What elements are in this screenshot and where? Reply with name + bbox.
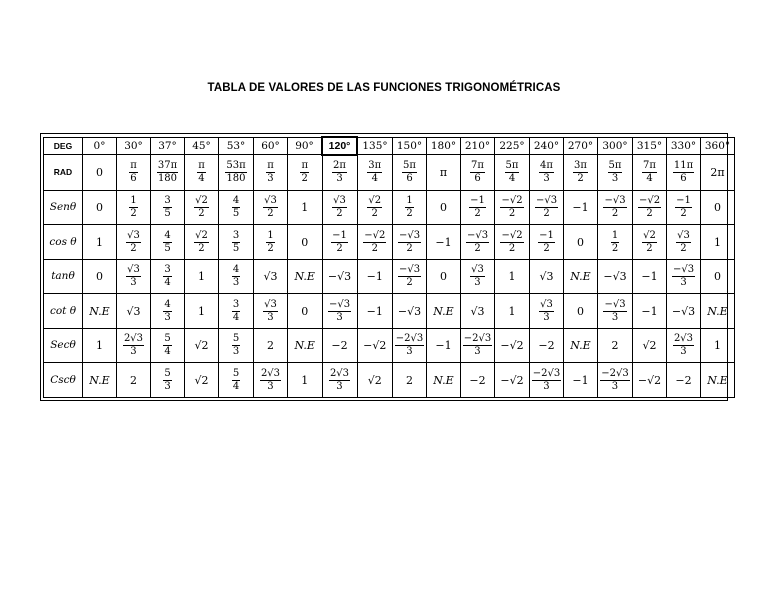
table-cell: 180° (427, 137, 461, 155)
table-cell: 210° (461, 137, 495, 155)
table-cell: 0 (288, 294, 323, 329)
table-cell (151, 155, 185, 190)
table-cell (357, 225, 393, 260)
table-body (44, 137, 735, 398)
table-cell (151, 225, 185, 260)
table-cell: 135° (357, 137, 393, 155)
table-row (44, 328, 735, 363)
table-cell: −2 (461, 363, 495, 398)
fraction: $\frac{-√3}{2}$ (535, 195, 558, 219)
table-cell (530, 190, 564, 225)
table-cell: 1 (288, 190, 323, 225)
row-label: Cscθ (44, 363, 83, 398)
table-cell (254, 190, 288, 225)
fraction: $\frac{5}{3}$ (232, 333, 240, 358)
table-cell: 360° (701, 137, 735, 155)
table-cell: 1 (185, 259, 219, 294)
table-cell: N.E (701, 294, 735, 329)
table-cell (598, 225, 633, 260)
table-cell: N.E (564, 328, 598, 363)
table-cell: √2 (633, 328, 667, 363)
table-cell (461, 328, 495, 363)
table-cell (633, 225, 667, 260)
fraction: $\frac{√2}{2}$ (368, 195, 382, 219)
table-cell: −√3 (667, 294, 701, 329)
fraction: $\frac{1}{2}$ (406, 195, 413, 219)
fraction: $\frac{√3}{2}$ (333, 195, 346, 219)
table-cell (219, 190, 254, 225)
table-cell (322, 155, 357, 190)
table-cell: N.E (83, 294, 117, 329)
table-cell: −1 (633, 294, 667, 329)
table-cell (495, 155, 530, 190)
table-cell: −1 (357, 259, 393, 294)
table-cell: −2 (530, 328, 564, 363)
table-cell (598, 190, 633, 225)
table-row (44, 190, 735, 225)
fraction: $\frac{1}{2}$ (611, 229, 619, 254)
table-cell: 0° (83, 137, 117, 155)
table-cell (393, 259, 427, 294)
table-cell: 60° (254, 137, 288, 155)
table-cell (117, 259, 151, 294)
fraction: $\frac{√3}{2}$ (127, 229, 140, 254)
table-cell: 270° (564, 137, 598, 155)
table-cell: 1 (83, 328, 117, 363)
table-cell (185, 225, 219, 260)
fraction: $\frac{-2√3}{3}$ (601, 367, 629, 392)
table-cell (633, 190, 667, 225)
fraction: $\frac{4\pi}{3}$ (540, 160, 553, 185)
table-row (44, 294, 735, 329)
table-cell (530, 363, 564, 398)
table-cell: √3 (254, 259, 288, 294)
table-cell: 0 (427, 190, 461, 225)
table-cell (393, 155, 427, 190)
table-cell: 30° (117, 137, 151, 155)
fraction: $\frac{2√3}{3}$ (123, 333, 144, 358)
table-cell (667, 225, 701, 260)
table-cell (667, 328, 701, 363)
table-cell: √3 (530, 259, 564, 294)
fraction: $\frac{2\pi}{3}$ (333, 160, 346, 185)
table-cell: 0 (83, 190, 117, 225)
fraction: $\frac{1}{2}$ (130, 195, 137, 219)
table-cell: 90° (288, 137, 323, 155)
table-cell: 1 (495, 294, 530, 329)
fraction: $\frac{√3}{2}$ (264, 195, 277, 219)
fraction: $\frac{-1}{2}$ (470, 195, 485, 219)
table-cell (667, 190, 701, 225)
table-cell (598, 363, 633, 398)
table-cell (495, 225, 530, 260)
fraction: $\frac{-1}{2}$ (332, 229, 347, 254)
table-cell: 240° (530, 137, 564, 155)
table-cell (633, 155, 667, 190)
fraction: $\frac{4}{3}$ (164, 298, 171, 323)
row-label: DEG (44, 137, 83, 155)
table-cell: 0 (427, 259, 461, 294)
fraction: $\frac{-1}{2}$ (676, 195, 691, 219)
table-cell: 0 (701, 259, 735, 294)
table-cell: −1 (564, 363, 598, 398)
table-cell: −1 (427, 225, 461, 260)
table-cell (219, 155, 254, 190)
table-cell: 150° (393, 137, 427, 155)
table-cell: N.E (427, 294, 461, 329)
fraction: $\frac{-√3}{3}$ (328, 298, 351, 323)
table-cell (117, 328, 151, 363)
table-cell (530, 225, 564, 260)
fraction: $\frac{-√3}{2}$ (604, 195, 626, 219)
table-cell: −√3 (598, 259, 633, 294)
table-row (44, 155, 735, 190)
table-cell: 0 (701, 190, 735, 225)
table-cell: 0 (564, 294, 598, 329)
fraction: $\frac{√2}{2}$ (195, 229, 208, 254)
table-cell (357, 155, 393, 190)
trig-values-table (43, 136, 735, 398)
table-cell (598, 155, 633, 190)
fraction: $\frac{5\pi}{3}$ (608, 160, 622, 185)
table-cell: 2 (254, 328, 288, 363)
table-cell: 0 (564, 225, 598, 260)
table-cell (530, 294, 564, 329)
fraction: $\frac{-√3}{2}$ (398, 264, 421, 289)
fraction: $\frac{-√3}{2}$ (398, 229, 421, 254)
table-cell (219, 259, 254, 294)
fraction: $\frac{-√3}{3}$ (604, 298, 626, 323)
table-cell (219, 294, 254, 329)
table-cell (322, 294, 357, 329)
fraction: $\frac{2√3}{3}$ (260, 367, 281, 392)
fraction: $\frac{√3}{3}$ (264, 298, 277, 323)
table-cell: N.E (288, 328, 323, 363)
table-row (44, 259, 735, 294)
table-cell (461, 259, 495, 294)
fraction: $\frac{1}{2}$ (267, 229, 274, 254)
table-cell: 1 (495, 259, 530, 294)
table-cell (322, 225, 357, 260)
fraction: $\frac{4}{5}$ (164, 229, 171, 254)
fraction: $\frac{\pi}{2}$ (301, 160, 309, 185)
table-cell: −1 (564, 190, 598, 225)
fraction: $\frac{4}{5}$ (232, 195, 240, 219)
table-cell (151, 190, 185, 225)
table-cell (185, 155, 219, 190)
fraction: $\frac{-√2}{2}$ (364, 229, 386, 254)
table-row (44, 137, 735, 155)
table-cell: 300° (598, 137, 633, 155)
table-cell (495, 190, 530, 225)
table-cell (667, 155, 701, 190)
table-cell: 330° (667, 137, 701, 155)
table-row (44, 363, 735, 398)
fraction: $\frac{3}{4}$ (164, 264, 171, 289)
table-cell: −√3 (393, 294, 427, 329)
table-cell (530, 155, 564, 190)
table-cell: N.E (427, 363, 461, 398)
table-cell (393, 225, 427, 260)
fraction: $\frac{\pi}{6}$ (130, 160, 137, 185)
table-cell (185, 190, 219, 225)
fraction: $\frac{7\pi}{4}$ (643, 160, 656, 185)
table-cell: 37° (151, 137, 185, 155)
table-cell: 0 (83, 155, 117, 190)
table-cell (461, 155, 495, 190)
row-label: cos θ (44, 225, 83, 260)
table-row (44, 225, 735, 260)
table-cell (151, 259, 185, 294)
fraction: $\frac{3}{5}$ (232, 229, 240, 254)
table-cell (357, 190, 393, 225)
table-cell: −2 (667, 363, 701, 398)
fraction: $\frac{√2}{2}$ (195, 195, 208, 219)
table-cell (322, 190, 357, 225)
fraction: $\frac{4}{3}$ (232, 264, 240, 289)
table-cell: 1 (288, 363, 323, 398)
fraction: $\frac{-√2}{2}$ (501, 229, 523, 254)
table-cell: 2 (393, 363, 427, 398)
table-cell: 2π (701, 155, 735, 190)
table-cell (117, 190, 151, 225)
fraction: $\frac{37\pi}{180}$ (157, 160, 178, 185)
table-cell (151, 363, 185, 398)
fraction: $\frac{-√3}{3}$ (672, 264, 695, 289)
table-cell: 225° (495, 137, 530, 155)
table-cell: 1 (83, 225, 117, 260)
table-cell (117, 155, 151, 190)
row-label: Senθ (44, 190, 83, 225)
table-cell (219, 328, 254, 363)
table-cell (254, 363, 288, 398)
fraction: $\frac{5\pi}{4}$ (505, 160, 519, 185)
row-label: RAD (44, 155, 83, 190)
fraction: $\frac{-√3}{2}$ (466, 229, 489, 254)
table-cell: 2 (598, 328, 633, 363)
table-cell: 45° (185, 137, 219, 155)
table-cell: 53° (219, 137, 254, 155)
table-cell (667, 259, 701, 294)
table-cell (393, 190, 427, 225)
table-cell: −√2 (633, 363, 667, 398)
table-cell (151, 294, 185, 329)
table-cell (288, 155, 323, 190)
table-cell: √2 (185, 363, 219, 398)
table-cell: 1 (701, 225, 735, 260)
table-cell (564, 155, 598, 190)
table-cell: N.E (83, 363, 117, 398)
fraction: $\frac{2√3}{3}$ (673, 333, 694, 358)
table-cell: √3 (461, 294, 495, 329)
fraction: $\frac{3\pi}{4}$ (368, 160, 382, 185)
trig-values-table-frame (40, 133, 731, 401)
fraction: $\frac{-2√3}{3}$ (463, 333, 492, 358)
table-cell: −2 (322, 328, 357, 363)
fraction: $\frac{7\pi}{6}$ (471, 160, 484, 185)
table-cell (151, 328, 185, 363)
fraction: $\frac{11\pi}{6}$ (673, 160, 694, 185)
fraction: $\frac{2√3}{3}$ (329, 367, 350, 392)
fraction: $\frac{5}{3}$ (164, 367, 171, 392)
table-cell (254, 155, 288, 190)
table-cell: √3 (117, 294, 151, 329)
table-cell: N.E (564, 259, 598, 294)
fraction: $\frac{-2√3}{3}$ (532, 367, 561, 392)
fraction: $\frac{5}{4}$ (164, 333, 171, 358)
table-cell: √2 (185, 328, 219, 363)
fraction: $\frac{-√2}{2}$ (501, 195, 523, 219)
fraction: $\frac{√3}{3}$ (471, 264, 484, 289)
table-cell (598, 294, 633, 329)
fraction: $\frac{-1}{2}$ (539, 229, 554, 254)
table-cell (219, 225, 254, 260)
table-cell (322, 363, 357, 398)
table-cell: 315° (633, 137, 667, 155)
table-cell: 1 (185, 294, 219, 329)
fraction: $\frac{5}{4}$ (232, 367, 240, 392)
table-cell (219, 363, 254, 398)
table-cell: π (427, 155, 461, 190)
fraction: $\frac{-2√3}{3}$ (395, 333, 424, 358)
fraction: $\frac{-√2}{2}$ (638, 195, 661, 219)
table-cell: −√2 (495, 328, 530, 363)
fraction: $\frac{53\pi}{180}$ (226, 160, 246, 185)
table-cell: 120° (322, 137, 357, 155)
table-cell (461, 225, 495, 260)
table-cell: 0 (288, 225, 323, 260)
page-title: TABLA DE VALORES DE LAS FUNCIONES TRIGONOMÉTRICAS (207, 82, 561, 94)
table-cell (461, 190, 495, 225)
table-cell: 2 (117, 363, 151, 398)
fraction: $\frac{√3}{3}$ (127, 264, 140, 289)
fraction: $\frac{5\pi}{6}$ (403, 160, 416, 185)
row-label: cot θ (44, 294, 83, 329)
table-cell: −√2 (357, 328, 393, 363)
fraction: $\frac{\pi}{4}$ (198, 160, 205, 185)
table-cell: −1 (357, 294, 393, 329)
table-cell (254, 294, 288, 329)
table-cell (254, 225, 288, 260)
table-cell: 0 (83, 259, 117, 294)
fraction: $\frac{3\pi}{2}$ (574, 160, 587, 185)
fraction: $\frac{√2}{2}$ (643, 229, 656, 254)
fraction: $\frac{\pi}{3}$ (267, 160, 274, 185)
fraction: $\frac{3}{4}$ (232, 298, 240, 323)
table-cell (393, 328, 427, 363)
table-cell: −1 (633, 259, 667, 294)
table-cell: N.E (701, 363, 735, 398)
table-cell: −1 (427, 328, 461, 363)
table-cell (117, 225, 151, 260)
table-cell: 1 (701, 328, 735, 363)
fraction: $\frac{3}{5}$ (164, 195, 171, 219)
table-cell: −√3 (322, 259, 357, 294)
fraction: $\frac{√3}{2}$ (677, 229, 690, 254)
fraction: $\frac{√3}{3}$ (540, 298, 553, 323)
table-cell: N.E (288, 259, 323, 294)
row-label: tanθ (44, 259, 83, 294)
row-label: Secθ (44, 328, 83, 363)
table-cell: −√2 (495, 363, 530, 398)
table-cell: √2 (357, 363, 393, 398)
